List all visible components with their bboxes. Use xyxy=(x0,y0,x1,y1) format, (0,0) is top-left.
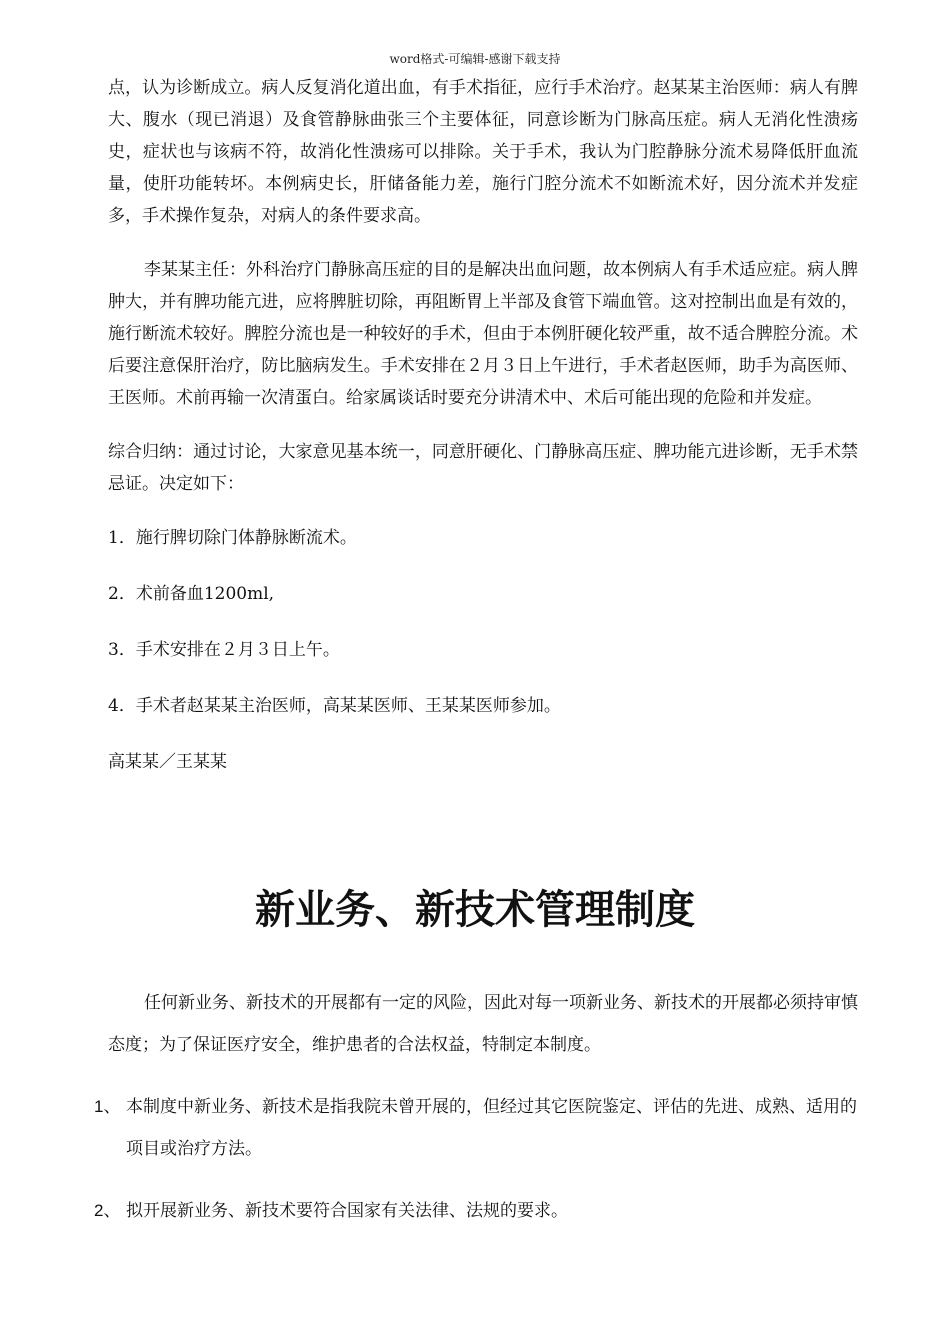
decision-item-3: 3．手术安排在２月３日上午。 xyxy=(108,640,340,660)
policy-section xyxy=(94,982,858,1232)
page-header: word格式-可编辑-感谢下载支持 xyxy=(389,52,561,66)
discussion-paragraph-2: 李某某主任：外科治疗门静脉高压症的目的是解决出血问题，故本例病人有手术适应症。病人脾肿大，并有脾功能亢进，应将脾脏切除，再阻断胃上半部及食管下端血管。这对控制出血是有效的，施行断流术较好。脾腔分流也是一种较好的手术，但由于本例肝硬化较严重，故不适合脾腔分流。术后要注意保肝治疗，防比脑病发生。手术安排在２月３日上午进行，手术者赵医师，助手为高医师、王医师。术前再输一次清蛋白。给家属谈话时要充分讲清术中、术后可能出现的危险和并发症。 xyxy=(108,260,858,408)
policy-intro: 任何新业务、新技术的开展都有一定的风险，因此对每一项新业务、新技术的开展都必须持审慎态度；为了保证医疗安全，维护患者的合法权益，特制定本制度。 xyxy=(108,993,858,1055)
policy-rule-1 xyxy=(94,1086,858,1170)
signature: 高某某／王某某 xyxy=(108,752,227,772)
decision-item-1: 1．施行脾切除门体静脉断流术。 xyxy=(108,528,357,548)
rule-number: 1、 xyxy=(94,1097,121,1116)
decision-item-4: 4．手术者赵某某主治医师，高某某医师、王某某医师参加。 xyxy=(108,696,561,716)
discussion-paragraph-1: 点，认为诊断成立。病人反复消化道出血，有手术指征，应行手术治疗。赵某某主治医师：病人有脾大、腹水（现已消退）及食管静脉曲张三个主要体征，同意诊断为门脉高压症。病人无消化性溃疡史，症状也与该病不符，故消化性溃疡可以排除。关于手术，我认为门腔静脉分流术易降低肝血流量，使肝功能转坏。本例病史长，肝储备能力差，施行门腔分流术不如断流术好，因分流术并发症多，手术操作复杂，对病人的条件要求高。 xyxy=(108,78,858,226)
rule-text: 拟开展新业务、新技术要符合国家有关法律、法规的要求。 xyxy=(126,1201,568,1221)
rule-text: 本制度中新业务、新技术是指我院未曾开展的，但经过其它医院鉴定、评估的先进、成熟、适用的项目或治疗方法。 xyxy=(126,1097,857,1159)
summary-paragraph: 综合归纳：通过讨论，大家意见基本统一，同意肝硬化、门静脉高压症、脾功能亢进诊断，无手术禁忌证。决定如下： xyxy=(108,442,858,494)
policy-rule-2 xyxy=(94,1190,858,1232)
decision-item-2: 2．术前备血1200ml, xyxy=(108,584,275,604)
discussion-section xyxy=(108,72,858,778)
policy-title: 新业务、新技术管理制度 xyxy=(255,887,695,933)
rule-number: 2、 xyxy=(94,1201,121,1220)
